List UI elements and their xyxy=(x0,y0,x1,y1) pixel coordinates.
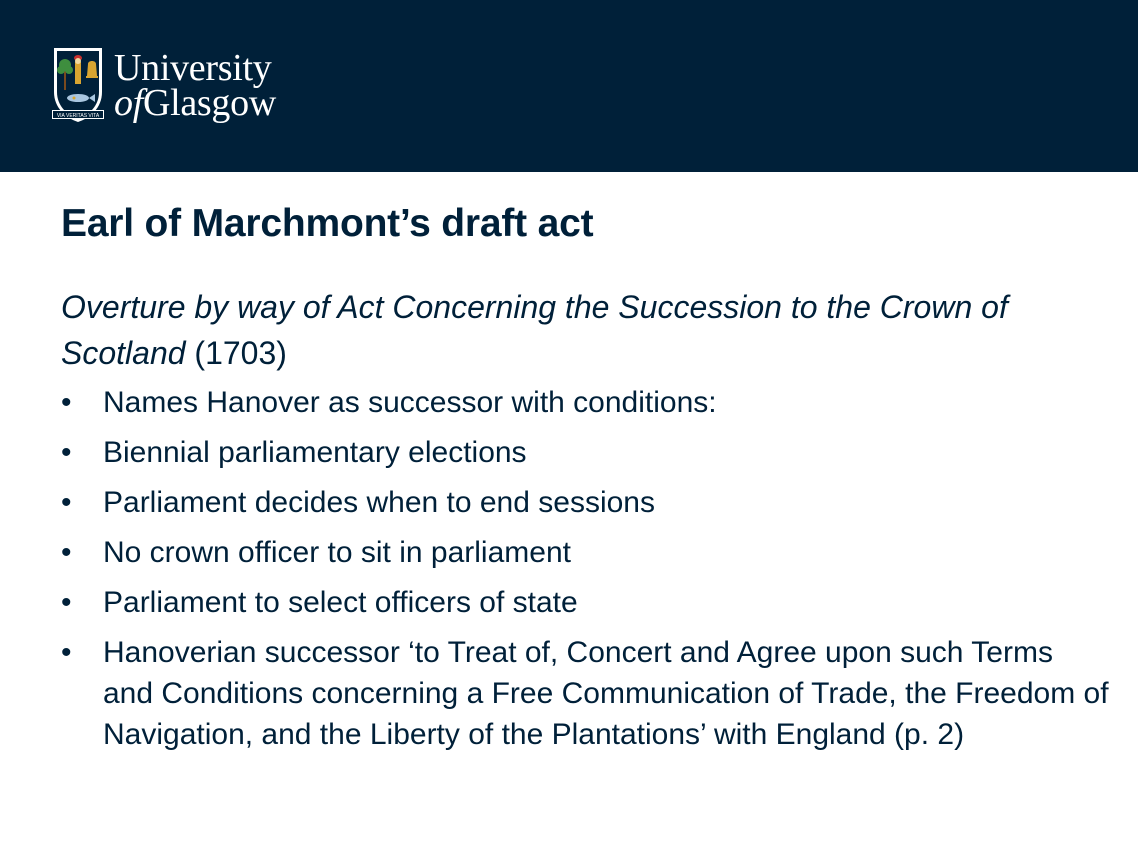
university-wordmark xyxy=(114,46,276,124)
wordmark-of: of xyxy=(114,81,143,124)
bullet-dot-icon: • xyxy=(61,586,72,619)
bullet-text: No crown officer to sit in parliament xyxy=(103,536,571,569)
bullet-item xyxy=(61,482,1111,523)
bullet-text: Names Hanover as successor with conditions: xyxy=(103,386,717,419)
bullet-item xyxy=(61,532,1111,573)
wordmark-line2 xyxy=(114,81,276,124)
bullet-item xyxy=(61,582,1111,623)
bullet-dot-icon: • xyxy=(61,636,72,669)
bullet-text: Parliament decides when to end sessions xyxy=(103,486,655,519)
subtitle-year: (1703) xyxy=(185,335,287,371)
university-logo xyxy=(52,46,276,124)
bullet-dot-icon: • xyxy=(61,436,72,469)
slide-title: Earl of Marchmont’s draft act xyxy=(61,202,594,245)
bullet-list xyxy=(61,382,1111,764)
bullet-dot-icon: • xyxy=(61,386,72,419)
bullet-dot-icon: • xyxy=(61,536,72,569)
university-crest-icon xyxy=(52,46,104,124)
header-band xyxy=(0,0,1138,172)
bullet-item xyxy=(61,632,1111,755)
subtitle-act-name: Overture by way of Act Concerning the Succession to the Crown of Scotland xyxy=(61,289,1008,371)
bullet-item xyxy=(61,382,1111,423)
slide-subtitle xyxy=(61,284,1091,376)
svg-text:VIA VERITAS VITA: VIA VERITAS VITA xyxy=(56,112,100,119)
bullet-dot-icon: • xyxy=(61,486,72,519)
bullet-text: Parliament to select officers of state xyxy=(103,586,578,619)
bullet-text: Hanoverian successor ‘to Treat of, Concert and Agree upon such Terms and Conditions concerning a Free Communication of Trade, the Freedom of Navigation, and the Liberty of the Plantations’ with England (p. 2) xyxy=(103,636,1109,751)
wordmark-glasgow: Glasgow xyxy=(142,81,276,124)
bullet-text: Biennial parliamentary elections xyxy=(103,436,527,469)
bullet-item xyxy=(61,432,1111,473)
wordmark-line1: University xyxy=(114,46,272,89)
